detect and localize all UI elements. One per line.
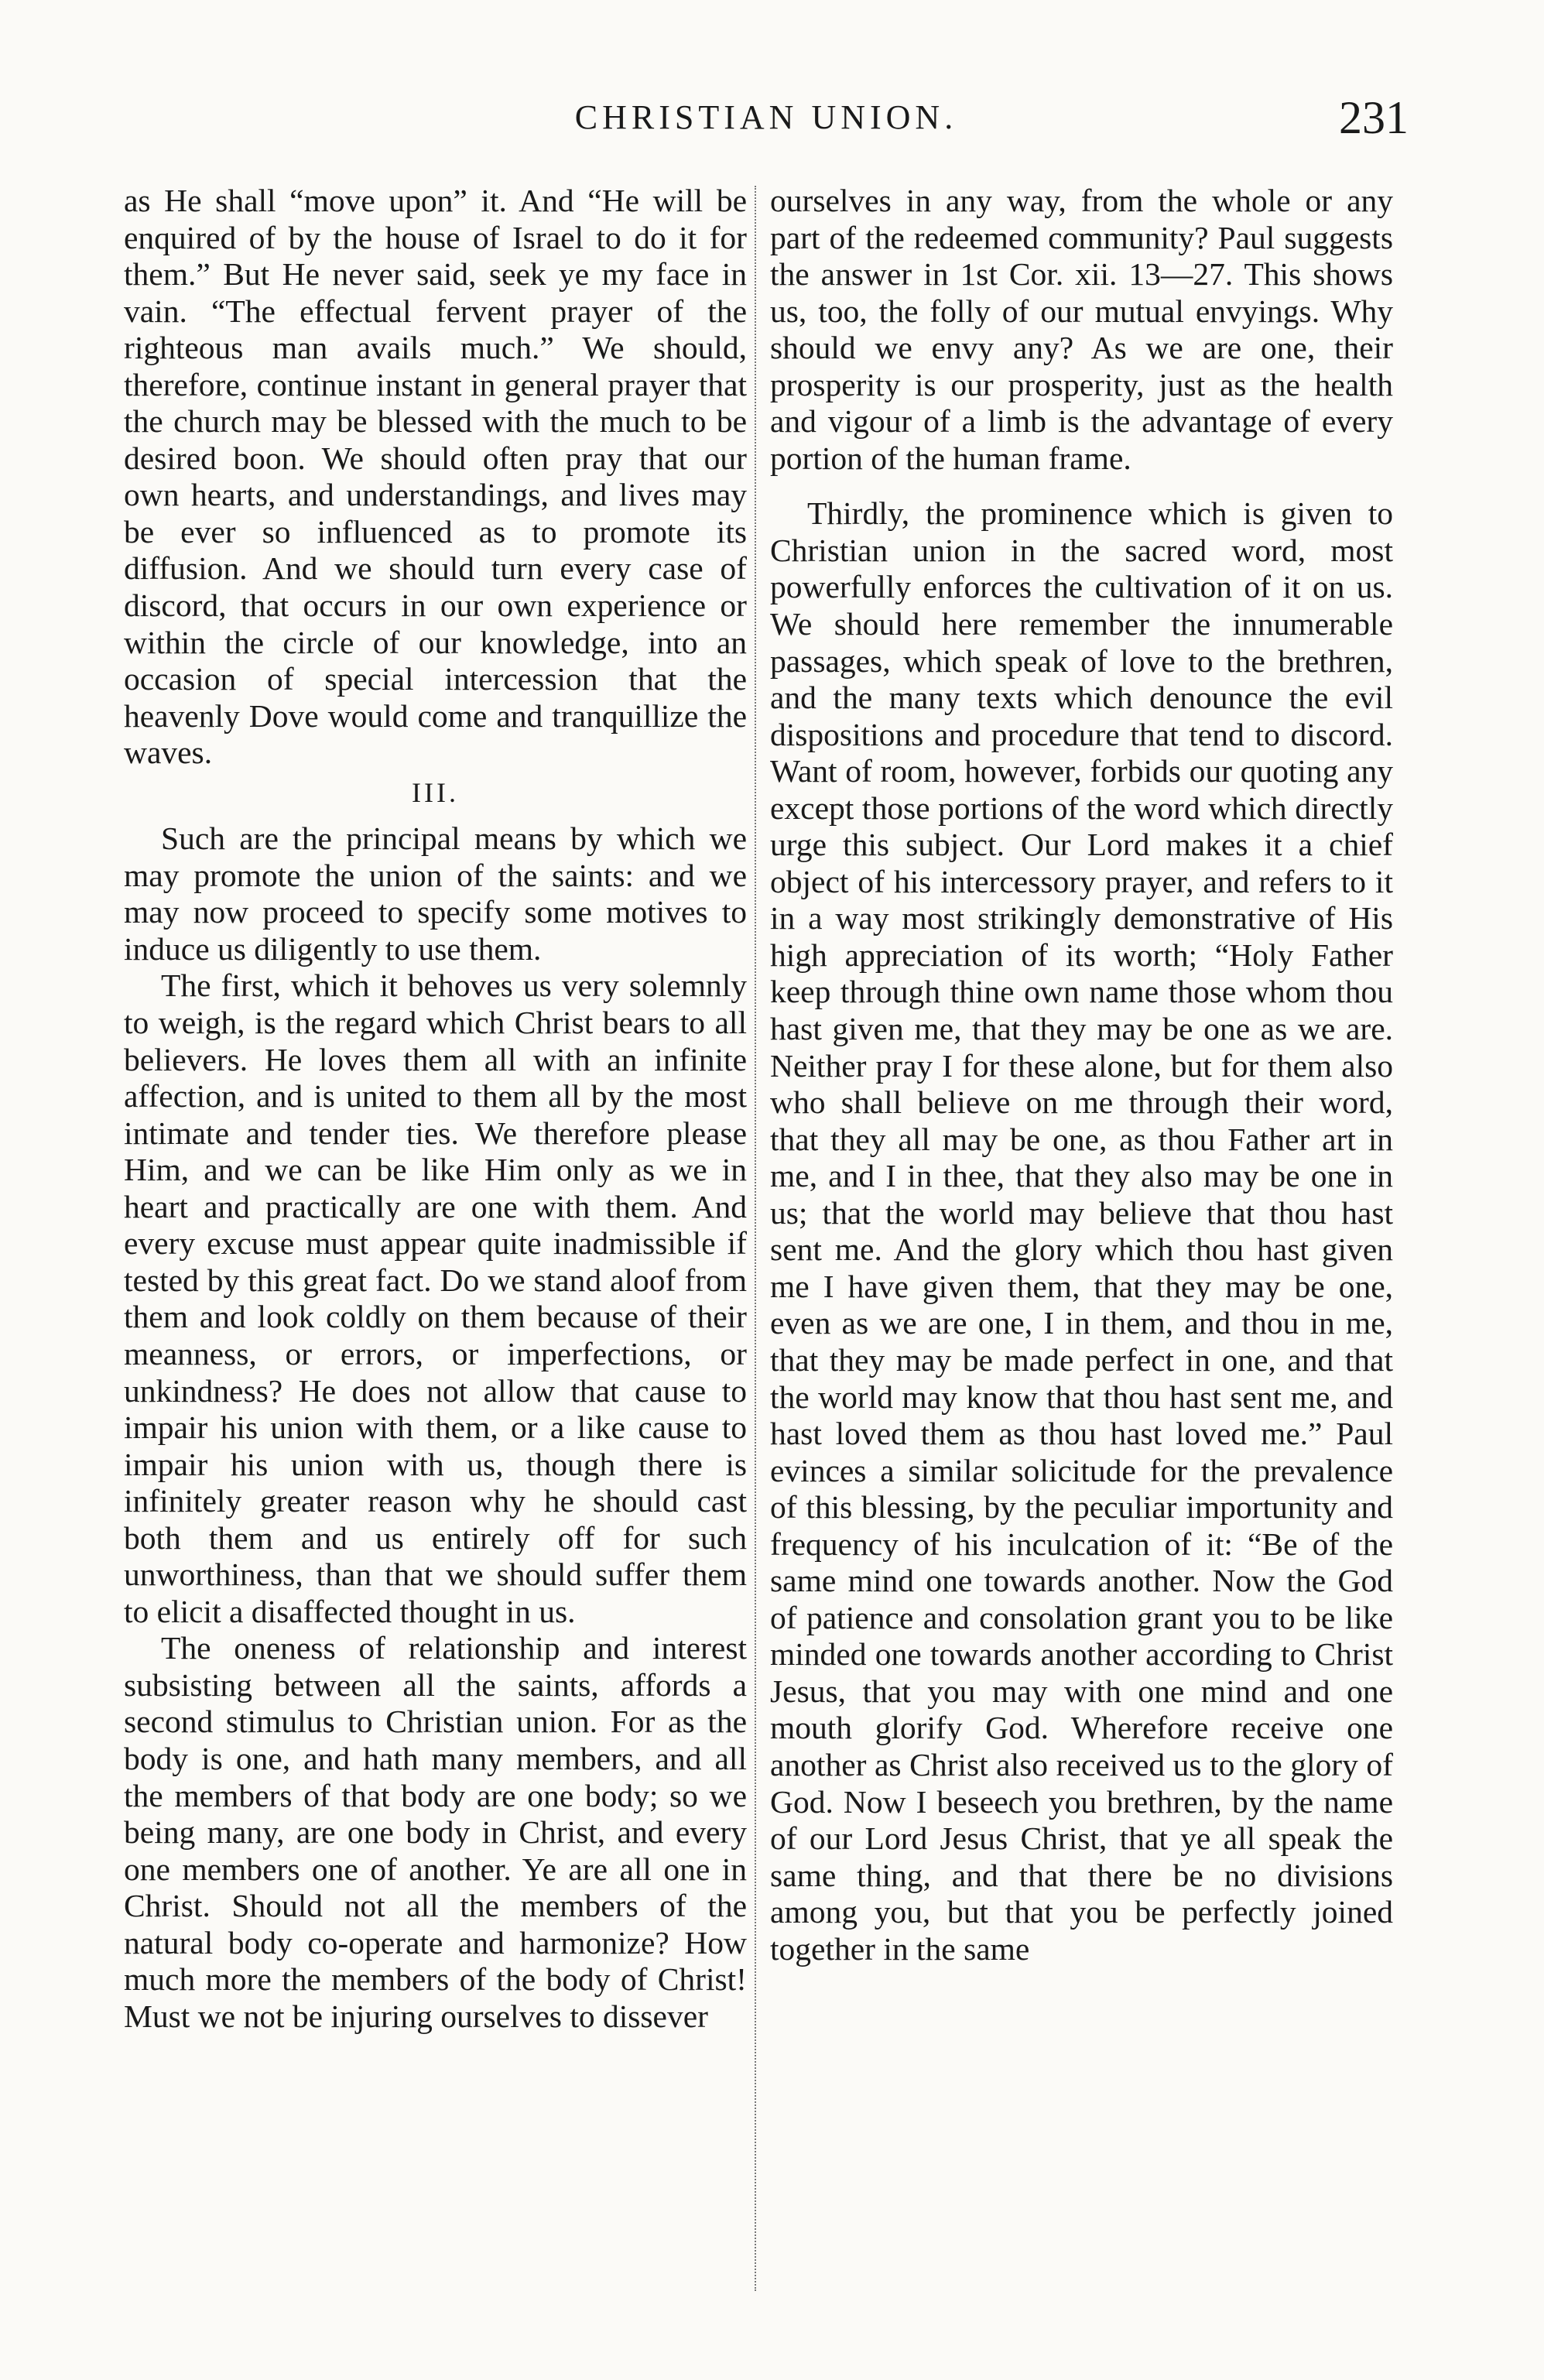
paragraph-redeemed-community: ourselves in any way, from the whole or any part of the redeemed community? Paul suggests the answer in 1st Cor. xii. 13—27. This shows us, too, the folly of our mutual envyings. Why should we envy any? As we are one, their prosperity is our prosperity, just as the health and vigour of a limb is the advantage of every portion of the human frame. [770,183,1393,476]
paragraph-second-motive: The oneness of relationship and interest subsisting between all the saints, affords a second stimulus to Christian union. For as the body is one, and hath many members, and all the members of that body are one body; so we being many, are one body in Christ, and every one members one of another. Ye are all one in Christ. Should not all the members of the natural body co-operate and harmonize? How much more the members of the body of Christ! Must we not be injuring ourselves to dissever [124,1630,747,2034]
column-divider [755,186,756,2291]
paragraph-prayer: as He shall “move upon” it. And “He will be enquired of by the house of Israel to do it for them.” But He never said, seek ye my face in vain. “The effectual fervent prayer of the righteous man avails much.” We should, therefore, continue instant in general prayer that the church may be blessed with the much to be desired boon. We should often pray that our own hearts, and understandings, and lives may be ever so influenced as to promote its diffusion. And we should turn every case of discord, that occurs in our own experience or within the circle of our knowledge, into an occasion of special intercession that the heavenly Dove would come and tranquillize the waves. [124,183,747,771]
page-number: 231 [1339,92,1409,143]
right-column [770,183,1393,1967]
left-column [124,183,747,2035]
running-title: CHRISTIAN UNION. [574,98,958,136]
paragraph-principal-means: Such are the principal means by which we may promote the union of the saints: and we may now proceed to specify some motives to induce us diligently to use them. [124,820,747,967]
section-number: III. [412,776,459,808]
paragraph-first-motive: The first, which it behoves us very solemnly to weigh, is the regard which Christ bears to all believers. He loves them all with an infinite affection, and is united to them all by the most intimate and tender ties. We therefore please Him, and we can be like Him only as we in heart and practically are one with them. And every excuse must appear quite inadmissible if tested by this great fact. Do we stand aloof from them and look coldly on them because of their meanness, or errors, or imperfections, or unkindness? He does not allow that cause to impair his union with them, or a like cause to impair his union with us, though there is infinitely greater reason why he should cast both them and us entirely off for such unworthiness, than that we should suffer them to elicit a disaffected thought in us. [124,967,747,1629]
page-header [124,91,1409,161]
paragraph-third-motive: Thirdly, the prominence which is given to Christian union in the sacred word, most powerfully enforces the cultivation of it on us. We should here remember the innumerable passages, which speak of love to the brethren, and the many texts which denounce the evil dispositions and procedure that tend to discord. Want of room, however, forbids our quoting any except those portions of the word which directly urge this subject. Our Lord makes it a chief object of his intercessory prayer, and refers to it in a way most strikingly demonstrative of His high appreciation of its worth; “Holy Father keep through thine own name those whom thou hast given me, that they may be one as we are. Neither pray I for these alone, but for them also who shall believe on me through their word, that they all may be one, as thou Father art in me, and I in thee, that they also may be one in us; that the world may believe that thou hast sent me. And the glory which thou hast given me I have given them, that they may be one, even as we are one, I in them, and thou in me, that they may be made perfect in one, and that the world may know that thou hast sent me, and hast loved them as thou hast loved me.” Paul evinces a similar solicitude for the prevalence of this blessing, by the peculiar importunity and frequency of his inculcation of it: “Be of the same mind one towards another. Now the God of patience and consolation grant you to be like minded one towards another according to Christ Jesus, that you may with one mind and one mouth glorify God. Wherefore receive one another as Christ also received us to the glory of God. Now I beseech you brethren, by the name of our Lord Jesus Christ, that ye all speak the same thing, and that there be no divisions among you, but that you be perfectly joined together in the same [770,495,1393,1967]
